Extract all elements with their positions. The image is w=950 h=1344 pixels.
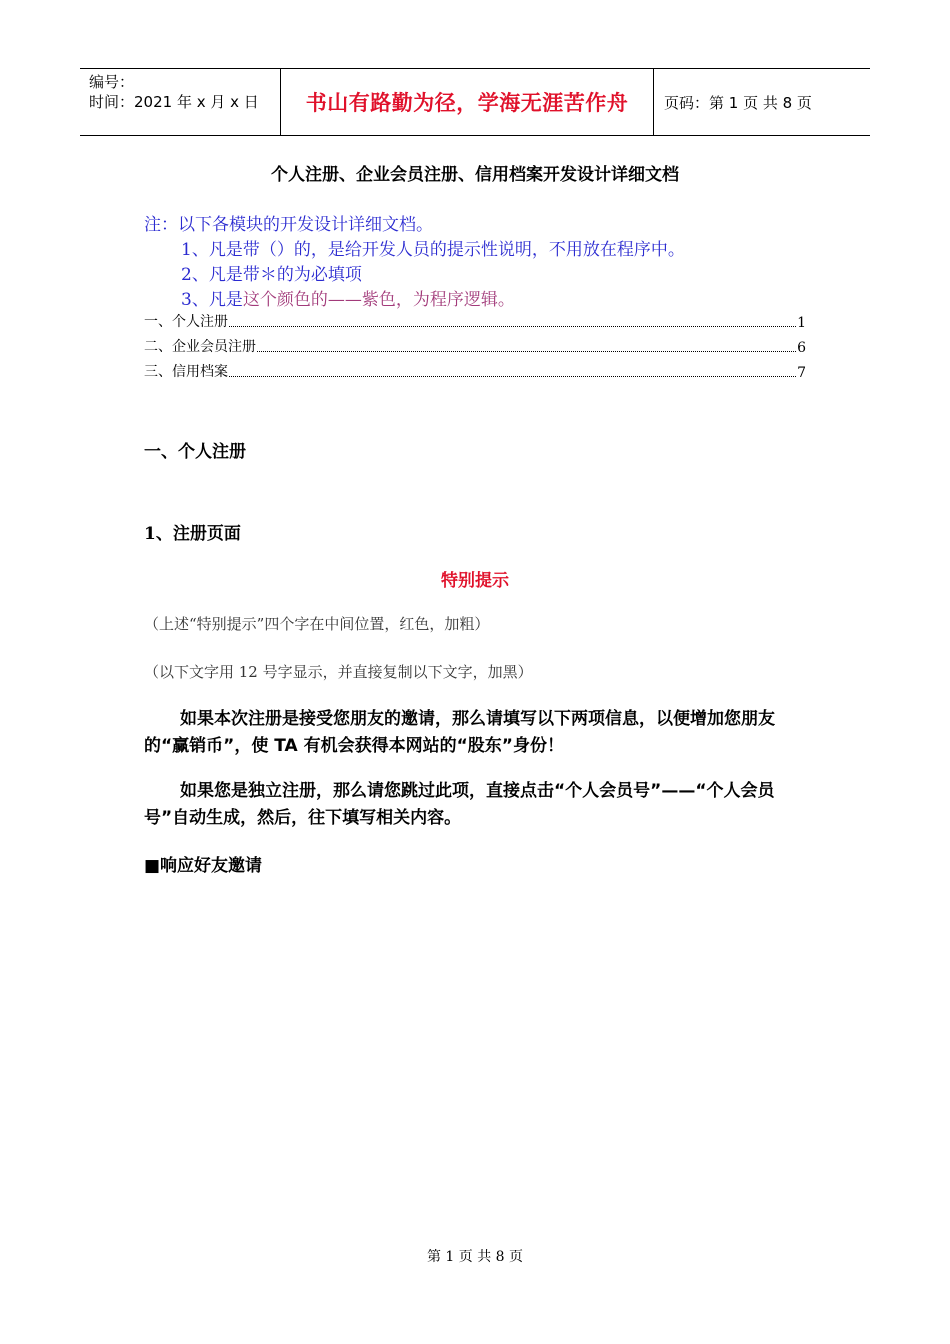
independent-paragraph-text: 如果您是独立注册，那么请您跳过此项，直接点击“个人会员号”——“个人会员号”自动生成，然后，往下填写相关内容。	[144, 781, 775, 828]
toc-leader	[229, 375, 796, 377]
toc-label: 三、信用档案	[144, 364, 228, 380]
subsection-heading: 1、注册页面	[144, 524, 241, 544]
document-title: 个人注册、企业会员注册、信用档案开发设计详细文档	[271, 165, 679, 185]
toc-row[interactable]	[144, 336, 806, 356]
note-item-1: 1、凡是带（）的，是给开发人员的提示性说明，不用放在程序中。	[181, 240, 685, 260]
invite-paragraph	[144, 706, 804, 760]
page-footer: 第 1 页 共 8 页	[426, 1249, 524, 1265]
number-label: 编号：	[89, 73, 135, 91]
special-notice-title: 特别提示	[441, 571, 509, 591]
header-meta-cell	[80, 69, 281, 135]
time-label: 时间：2021 年 x 月 x 日	[89, 93, 259, 111]
toc-leader	[257, 350, 796, 352]
note-intro: 注：以下各模块的开发设计详细文档。	[144, 215, 433, 235]
toc-label: 一、个人注册	[144, 314, 228, 330]
toc-page: 1	[797, 315, 806, 331]
instruction-note: （上述“特别提示”四个字在中间位置，红色，加粗）	[144, 615, 490, 633]
note-item-2: 2、凡是带＊的为必填项	[181, 265, 362, 285]
respond-invite-heading: ■响应好友邀请	[144, 856, 263, 876]
toc-leader	[229, 325, 796, 327]
motto: 书山有路勤为径，学海无涯苦作舟	[305, 91, 629, 115]
invite-paragraph-text: 如果本次注册是接受您朋友的邀请，那么请填写以下两项信息，以便增加您朋友的“赢销币”，使 TA 有机会获得本网站的“股东”身份！	[144, 709, 775, 756]
note-item-3-colored: 这个颜色的——紫色，为程序逻辑。	[242, 290, 515, 310]
header-table	[80, 68, 870, 136]
note-item-3-prefix: 3、凡是	[181, 290, 243, 310]
toc-row[interactable]	[144, 361, 806, 381]
note-item-3	[181, 285, 515, 310]
toc-page: 6	[797, 340, 806, 356]
header-page-cell	[654, 69, 870, 135]
toc-row[interactable]	[144, 311, 806, 331]
header-motto-cell	[281, 69, 654, 135]
independent-paragraph	[144, 778, 804, 832]
instruction-note: （以下文字用 12 号字显示，并直接复制以下文字，加黑）	[144, 663, 533, 681]
toc-label: 二、企业会员注册	[144, 339, 256, 355]
toc-page: 7	[797, 365, 806, 381]
page-info: 页码：第 1 页 共 8 页	[664, 93, 812, 112]
section-heading: 一、个人注册	[144, 442, 246, 462]
